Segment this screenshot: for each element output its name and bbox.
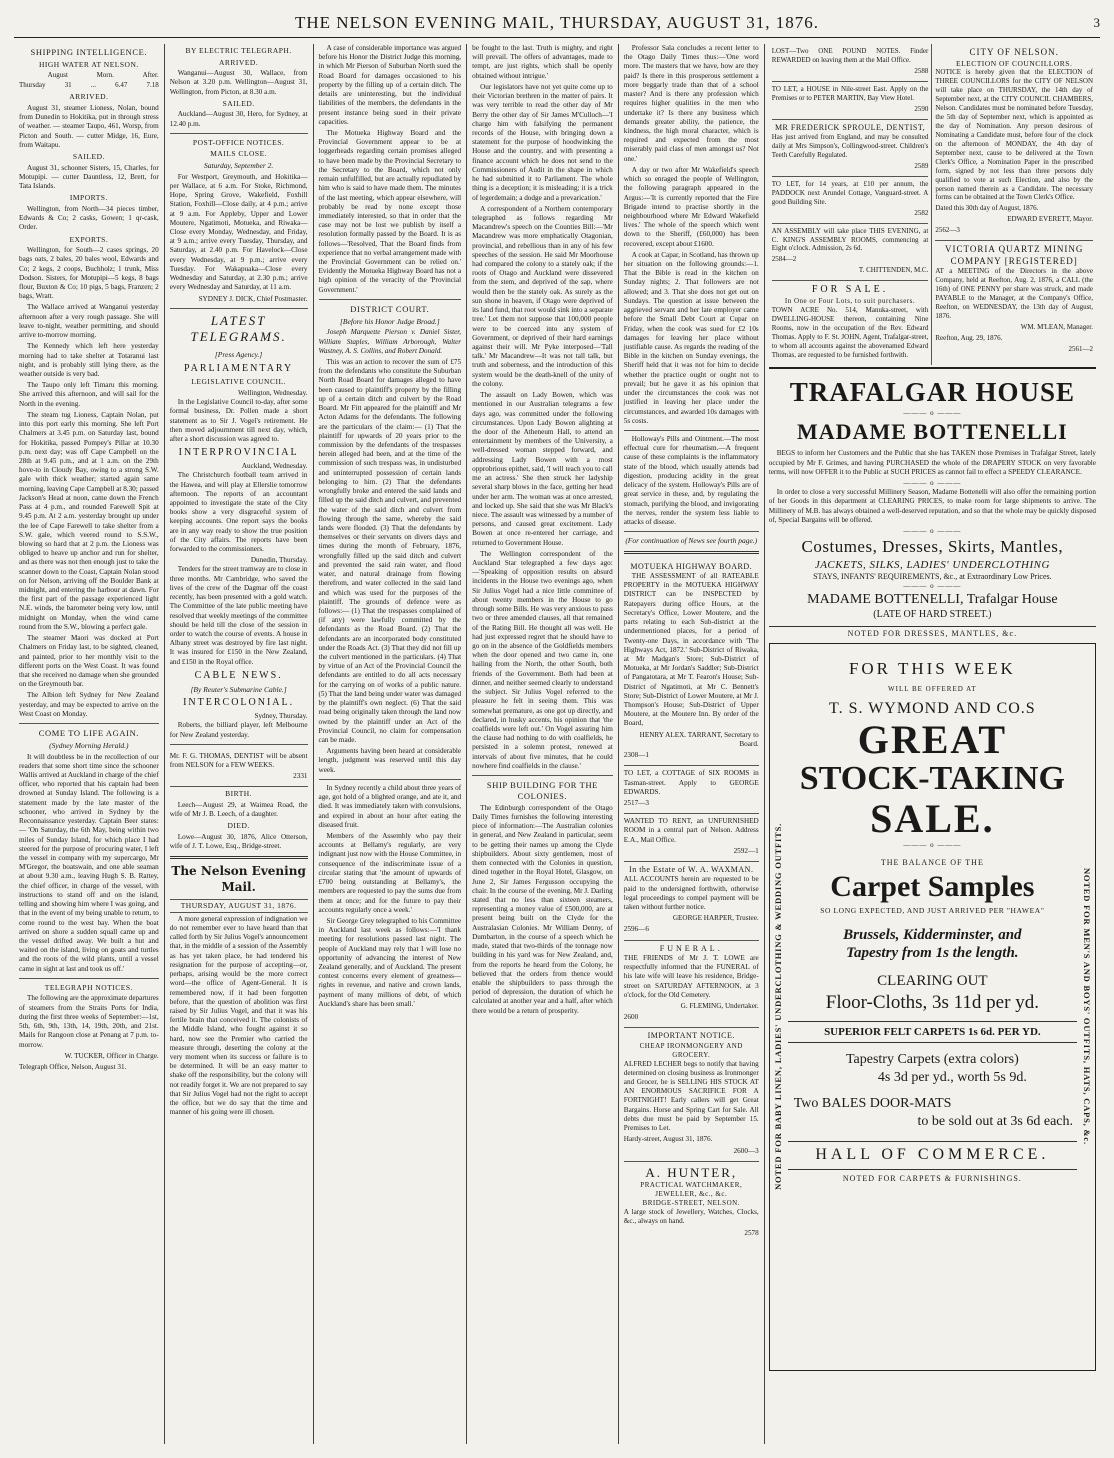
tide-day: Thursday xyxy=(19,81,46,90)
motueka-ad xyxy=(624,559,759,767)
come-to-life-source: (Sydney Morning Herald.) xyxy=(49,740,129,750)
shipping-para: The Albion left Sydney for New Zealand yesterday, and may be expected to arrive on the West Coast on Monday. xyxy=(19,691,159,718)
district-court-judge: [Before his Honor Judge Broad.] xyxy=(339,316,440,326)
divider xyxy=(170,856,308,859)
tide-morn: 6.47 xyxy=(115,81,128,90)
ornament: ——— o ——— xyxy=(903,479,962,488)
holloway-text: Holloway's Pills and Ointment.—The most effectual cure for rheumatism.—A frequent cause of these complaints is the inflammatory state of the blood, which usually attends bad digestion, producing acidity in the great delicacy of the system. Holloway's Pills are of great service in these, and, by regulating the stomach, purifying the blood, and invigorating the nerves, render the system less liable to attacks of disease. xyxy=(623,434,759,526)
thomas-text: Mr. F. G. THOMAS, DENTIST will be absent from NELSON for a FEW WEEKS. xyxy=(169,751,308,769)
wymond-name: T. S. WYMOND AND CO.S xyxy=(829,699,1036,717)
shipping-para: The Taupo only left Timaru this morning. She arrived this afternoon, and will sail for the North in the evening. xyxy=(19,381,159,408)
editorial-text: A more general expression of indignation we do not remember ever to have heard than that called forth by Sir Julius Vogel's announcement that, in the middle of a session of the Assembly as has yet taken place, he had tendered his resignation for the purpose of accepting—or, perhaps, arising would be the more correct word—the office of Agent-General. It is remembered now, if it had been forgotten before, that the question of abolition was first raised by Sir Julius Vogel, and that it was his fertile brain that conceived it. The colonists of the Middle Island, who fought against it so hard, now see the Premier who carried the measure through, deserting the colony at the very moment when its success or failure is to be determined. It will be an easy matter to shake off the responsibility, but the colony will not readily forget it. We are not prepared to say that Sir Julius Vogel had not the right to accept the office, but we do say that the time and manner of his going were ill chosen. xyxy=(169,914,308,1117)
cable-place: Sydney, Thursday. xyxy=(254,712,308,721)
arrived-text: August 31, steamer Lioness, Nolan, bound from Dunedin to Hokitika, put in through stress of weather. — steamer Taupo, 461, Worsp, from Picton and South. — cutter Midge, 16, Eure, from Waitapu. xyxy=(19,103,159,149)
carpet-samples: Carpet Samples xyxy=(830,869,1035,903)
sproule-heading: MR FREDERICK SPROULE, DENTIST, xyxy=(774,122,926,132)
divider xyxy=(319,779,462,780)
tapestry-carpets: Tapestry Carpets (extra colors) xyxy=(845,1052,1019,1068)
news-para: The Wellington correspondent of the Auckland Star telegraphed a few days ago:—'Speaking of opposition results on absurd incidents in the House two evenings ago, when Sir Julius Vogel had a nice little committee of about twenty members in the House to go through some Bills. He was very anxious to pass two or three amended clauses, all that remained of the Rating Bill. He thought all was well. He had just expressed regret that he should have to go on in the absence of the Goldfields members when the door opened and two came in, one hailing from the North, the other South, both friends of the Government. Both had been at dinner, and neither seemed clearly to understand the subject. Sir Julius Vogel referred to the pleasure he felt in seeing them. This was somewhat premature, as one got up directly, and declared, in husky accents, his opinion that 'the coalfields were left out.' On Vogel assuring him the clause had nothing to do with coalfields, he persisted in a solemn protest, renewed at intervals of about five minutes, that he could nowhere find coalfields in the clause.' xyxy=(472,549,613,770)
telegraph-date: Telegraph Office, Nelson, August 31. xyxy=(19,1062,127,1071)
sailed-text: August 31, schooner Sisters, 15, Charles, for Motupipi. — cutter Dauntless, 12, Brett, for Tata Islands. xyxy=(19,163,159,191)
columns xyxy=(14,44,1100,1444)
shipping-para: The steam tug Lioness, Captain Nolan, put into this port early this morning. She left Port Chalmers at 3.45 p.m. on Saturday last, bound for Hokitika, passed Pompey's Pillar at 10.30 p.m. next day; was off Cape Campbell on the 28th at 9.45 p.m., and at 1 a.m. on the 29th hove-to in Cloudy Bay, owing to a strong S.W. gale with thick weather; started again same morning, leaving Cape Campbell at 8.30; passed Jackson's Head at noon, came down the French Pass at 4 p.m., and rounded Farewell Spit at 9.45 p.m. At 2 a.m. yesterday brought up under the lee of Cape Farewell to take shelter from a S.W. gale, which veered round to S.S.W., blowing so hard that at 2 p.m. the Lioness was obliged to heave up anchor and run for shelter, and as there was not then enough just to take the scanner down to the Coast, Captain Nolan stood on for Nelson, arriving off the Boulder Bank at midnight, and entering the harbour at dawn. For the first part of the passage experienced light N.E. winds, the barometer being very low, until midnight on Monday, when the wind came round from the S.W., blowing a perfect gale. xyxy=(19,410,159,631)
parliamentary-heading: PARLIAMENTARY xyxy=(183,362,294,374)
news-para: A cook at Capar, in Scotland, has thrown up her situation on the following grounds:—1. That the Bible is read in the kitchen on Sunday nights; 2. That followers are not allowed; and 3. That she does not get out on Sundays. The question at issue between the aggrieved servant and her late employer came before the Small Debt Court at Cupar on Friday, when the cook was sued for £2 10s damages for leaving her place without justifiable cause. As regards the reading of the Bible in the kitchen on Sunday evenings, the Sheriff held that it was not for him to decide whether the practice ought or ought not to prevail; but he gave it as his opinion that under the circumstances the cook was not justified in leaving her place under the circumstances, and awarded 10s damages with 5s costs. xyxy=(623,250,759,425)
clearing-out: CLEARING OUT xyxy=(877,972,988,989)
stock-taking-heading: STOCK-TAKING xyxy=(799,760,1065,798)
page-number: 3 xyxy=(1093,15,1100,30)
ornament: ——— o ——— xyxy=(903,526,962,535)
city-election-ad xyxy=(935,44,1093,241)
assembly-signature: T. CHITTENDEN, M.C. xyxy=(858,266,929,275)
notice-ad xyxy=(624,1028,759,1161)
jackets-line: JACKETS, SILKS, LADIES' UNDERCLOTHING xyxy=(814,558,1050,571)
hunter-address: BRIDGE-STREET, NELSON. xyxy=(642,1199,740,1208)
divider xyxy=(319,299,462,300)
birth-heading: BIRTH. xyxy=(225,789,253,799)
noted-dresses: NOTED FOR DRESSES, MANTLES, &c. xyxy=(769,626,1096,639)
for-sale-text: TOWN ACRE No. 514, Manuka-street, with DWELLING-HOUSE thereon, containing Nine Rooms, now in the occupation of the Rev. Edward Thomas. Apply to F. St. JOHN, Agent, Trafalgar-street, to whom all accounts against the abovenamed Edward Thomas, are requested to be furnished forthwith. xyxy=(771,306,929,359)
come-to-life-text: It will doubtless be in the recollection of our readers that some short time since the schooner Wallis arrived at Auckland in charge of the chief officer, who reported that his captain had been drowned at Sunday Island. The following is a statement made by the late master of the schooner, who arrived in Sydney by the Reconnaissance yesterday. Captain Beer states:— 'On Saturday, the 6th May, being within two miles of Sunday Island, for which place I had steered for the purpose of procuring water, I left the vessel in company with my supercargo, Mr M'Gregor, the boatswain, and one able seaman at about 9.30 a.m., leaving Hugh S. B. Rattey, the chief officer, in charge of the vessel, with instructions to stand off and on the island, telling and showing him where I was going, and that in the event of my being unable to return, to come round to the west bay. When the boat arrived on shore a sudden squall came up and the vessel drifted away. We built a hut and waited on the island, living on goats and turtles and the roots of the wild plants, until a vessel came in sight at last and took us off.' xyxy=(19,752,159,973)
waxman-signature: GEORGE HARPER, Trustee. xyxy=(672,914,759,923)
sailed-heading: SAILED. xyxy=(222,98,255,108)
news-para: be fought to the last. Truth is mighty, and right will prevail. The offers of advantages, made to tempt, are just rights, which shall be openly obtained without intrigue.' xyxy=(472,44,613,80)
divider xyxy=(624,551,759,554)
sproule-ad xyxy=(772,120,929,177)
interprovincial-text: The Christchurch football team arrived in the Hawea, and will play at Ellerslie tomorrow afternoon. The reports of an accountant appointed to investigate the state of the City books show a very disgraceful system of keeping accounts. One report says the books are in any way ready to show the true position of the City affairs. The reports have been forwarded to the commissioners. xyxy=(169,471,308,554)
ornament: ——— o ——— xyxy=(903,409,962,418)
tide-col-morn: Morn. xyxy=(96,71,114,80)
top-ads-right xyxy=(932,44,1096,365)
noted-carpets: NOTED FOR CARPETS & FURNISHINGS. xyxy=(842,1173,1022,1183)
parliament-text: In the Legislative Council to-day, after some formal business, Dr. Pollen made a short statement as to Sir J. Vogel's retirement. He then moved adjournment till next day, which, after a short discussion was agreed to. xyxy=(169,398,308,444)
house-let-number: 2590 xyxy=(914,104,929,113)
for-this-week: FOR THIS WEEK xyxy=(848,658,1016,678)
column-news xyxy=(314,44,468,1444)
tide-dots: ... xyxy=(90,81,96,90)
high-water-heading: HIGH WATER AT NELSON. xyxy=(38,59,139,69)
brussels-line-1: Brussels, Kidderminster, and xyxy=(843,926,1022,943)
court-names: Joseph Marquette Pierson v. Daniel Sister, William Staples, William Arborough, Walter Wastney, A. S. Collins, and Robert Donald. xyxy=(318,328,462,355)
telegraph-text: The following are the approximate departures of steamers from the Straits Ports for India, during the first three weeks of September:—1st, 5th, 6th, 9th, 13th, 14, 19th, 20th, and 21st. Mails for Rangoon close at Penang at 7 p.m. to-morrow. xyxy=(19,994,159,1049)
stays-line: STAYS, INFANTS' REQUIREMENTS, &c., at Extraordinary Low Prices. xyxy=(813,571,1052,581)
waxman-heading: In the Estate of W. A. WAXMAN. xyxy=(629,865,754,875)
so-long-expected: SO LONG EXPECTED, AND JUST ARRIVED PER "HAWEA" xyxy=(820,906,1045,916)
district-court-heading: DISTRICT COURT. xyxy=(350,303,430,314)
will-be-offered: WILL BE OFFERED AT xyxy=(888,684,977,693)
tide-after: 7.18 xyxy=(146,81,159,90)
madame-text-2: In order to close a very successful Millinery Season, Madame Bottenelli will also offer the remaining portion of her Goods in this department at CLEARING PRICES, to make room for large shipments to arrive. The Millinery of M.B. has always obtained a well-deserved reputation, and so that the whole may be quickly disposed of, Special Bargains will be offered. xyxy=(768,488,1096,524)
arrived-text: Wanganui—August 30, Wallace, from Nelson at 3.20 p.m. Wellington—August 31, Wellington, from Picton, at 8.30 a.m. xyxy=(169,69,308,96)
trafalgar-heading: TRAFALGAR HOUSE xyxy=(789,376,1075,407)
city-number: 2562—3 xyxy=(935,226,960,235)
thomas-dentist-ad xyxy=(170,749,308,788)
divider xyxy=(19,978,159,979)
news-para: A day or two after Mr Wakefield's speech which so enraged the people of Wellington, the following paragraph appeared in the Argus:—'It is currently reported that the Fire Brigade intend to practise shortly in the neighbourhood where Mr Edward Wakefield lives.' The whole of the speech which went down to the Sheriff, (£60,000) has been recovered, except about £1600. xyxy=(623,165,759,248)
madame-text: BEGS to inform her Customers and the Public that she has TAKEN those Premises in Trafalgar Street, lately occupied by Mr F. Grimes, and having PURCHASED the whole of the DRAPERY STOCK on very favorable terms, will now OFFER it to the Public at SUCH PRICES as cannot fail to effect a SPEEDY CLEARANCE. xyxy=(768,449,1096,476)
notice-number: 2600—3 xyxy=(733,1146,759,1155)
sproule-text: Has just arrived from England, and may be consulted daily at Mrs Simpson's, Collingwood-street. Children's Teeth Carefully Regulated. xyxy=(771,132,929,159)
wymond-sale-ad xyxy=(769,643,1096,1371)
tapestry-price: 4s 3d per yd., worth 5s 9d. xyxy=(877,1070,1027,1086)
news-para: Our legislators have not yet quite come up to their Victorian brethren in the matter of pairs. It was very terrible to read the other day of Mr Berry the other day of Sir James M'Culloch—'I charge him with falsifying the permanent records of the House, with bringing down a statement for the purpose of hoodwinking the House and the country, and with presenting a finance account which he does not send to the Commissioners of Audit in the shape in which he had submitted it to Parliament. The whole thing is a deception; it is misleading; it is a trick of legerdemain; a dodge and a prevarication.' xyxy=(472,82,613,202)
mails-close-date: Saturday, September 2. xyxy=(203,161,274,171)
news-para: The assault on Lady Bowen, which was mentioned in our Australian telegrams a few days ago, was committed under the following circumstances. Upon Lady Bowen alighting at the door of the Atheneum Hall, to attend an entertainment by members of the University, a well-dressed woman stepped forward, and addressing Lady Bowen with a most opprobrious epithet, said, 'I will teach you to call me an actress.' She then struck her ladyship several sharp blows in the face, getting her head under her arm. The woman was at once arrested, and locked up. She said that she was Mr Black's niece. The assault was witnessed by a number of persons, and caused great excitement. Lady Bowen at once re-entered her carriage, and returned to Government House. xyxy=(472,391,613,547)
cable-text: Roberts, the billiard player, left Melbourne for New Zealand yesterday. xyxy=(169,721,308,739)
trafalgar-block xyxy=(769,367,1096,639)
balance-line: THE BALANCE OF THE xyxy=(880,857,984,867)
arrived-heading: ARRIVED. xyxy=(219,57,259,67)
birth-text: Leech—August 29, at Waimea Road, the wife of Mr J. B. Leech, of a daughter. xyxy=(169,800,308,819)
divider xyxy=(624,430,759,431)
divider xyxy=(170,744,308,745)
arrived-heading: ARRIVED. xyxy=(69,92,109,102)
ship-building-heading: SHIP BUILDING FOR THE COLONIES. xyxy=(486,780,598,801)
victoria-ad xyxy=(935,241,1093,359)
motueka-text: THE ASSESSMENT of all RATEABLE PROPERTY in the MOTUEKA HIGHWAY DISTRICT can be INSPECTED by Ratepayers during office Hours, at the Secretary's Office, Lower Moutere, and the parts relating to each Sub-district at the undermentioned places, for a period of Twenty-one Days, in accordance with 'The Highways Act, 1872.' Sub-District of Riwaka, at Mr Madgan's Store; Sub-District of Motueka, at Mr Jordan's Saddler; Sub-District of Pangatotara, at Mr T. Fearon's House; Sub-District of Ngatimoti, at Mr C. Bennett's Store; Sub-District of Lower Moutere, at Mr J. Thompson's House; Sub-District of Upper Moutere, at the Moutere Inn. By order of the Board, xyxy=(623,571,759,728)
mails-text: For Westport, Greymouth, and Hokitika—per Wallace, at 6 a.m. For Stoke, Richmond, Hope, Spring Grove, Wakefield, Foxhill Station, Foxhill—Close daily, at 4 p.m.; arrive at 9 a.m. For Appleby, Upper and Lower Moutere, Ngatimoti, Motueka, and Riwaka—Close every Monday, Wednesday, and Friday, at 9 a.m.; arrive every Tuesday, Thursday, and Saturday, at 2.40 p.m. For Havelock—Close every Wednesday, at 9 p.m.; arrive every Tuesday. For Wakapuaka—Close every Wednesday and Saturday, at 2.30 p.m.; arrive every Wednesday and Saturday, at 11 a.m. xyxy=(169,172,308,292)
ship-building-text: The Edinburgh correspondent of the Otago Daily Times furnishes the following interesting piece of information:—The Australian colonies in general, and New Zealand in particular, seem to be getting their names up among the Clyde shipbuilders. About sixty gentlemen, most of them connected with the Colonies in question, dined together in the Royal Hotel, Glasgow, on June 2, Sir James Fergusson occupying the chair. In the course of the evening, Mr J. Darling stated that no less than sixteen steamers, representing a money value of £500,000, are at present being built on the Clyde for the Australasian Colonies. Mr William Denny, of Dumbarton, in the course of a speech which he made, stated that two-thirds of the tonnage now building in his yard was for New Zealand, and, from the reports he heard from the Colony, he believed that the orders from thence would enable the shipbuilders to pass through the period of depression, the duration of which he calculated at another year and a half, after which there would be a return of prosperity. xyxy=(472,803,613,1015)
city-subheading: ELECTION OF COUNCILLORS. xyxy=(955,58,1073,68)
costumes-line: Costumes, Dresses, Skirts, Mantles, xyxy=(801,536,1064,556)
cable-source: [By Reuter's Submarine Cable.] xyxy=(190,684,287,694)
hunter-subheading: PRACTICAL WATCHMAKER, JEWELLER, &c., &c. xyxy=(640,1181,743,1199)
late-of-hard-street: (LATE OF HARD STREET.) xyxy=(873,608,992,620)
floor-cloths: Floor-Cloths, 3s 11d per yd. xyxy=(825,992,1039,1014)
news-para: Professor Sala concludes a recent letter to the Otago Daily Times thus:—'One word more. The masters that we have, how are they paid? Is there in this prosperous settlement a more beggarly trade than that of a school master? And is there any profession which requires higher qualities in the men who undertake it? Is there any business which demands greater ability, the patience, the kindness, the high moral character, which is required and expected from the most miserably paid class of men amongst us? Not one.' xyxy=(623,44,759,163)
waxman-text: ALL ACCOUNTS herein are requested to be paid to the undersigned forthwith, otherwise legal proceedings to compel payment will be taken without further notice. xyxy=(623,875,759,911)
sproule-number: 2589 xyxy=(914,161,929,170)
press-agency: [Press Agency.] xyxy=(214,349,263,359)
lost-text: LOST—Two ONE POUND NOTES. Finder REWARDED on leaving them at the Mail Office. xyxy=(771,47,929,64)
paddock-text: TO LET, for 14 years, at £10 per annum, the PADDOCK next Arundel Cottage, Vanguard-street. A good Building Site. xyxy=(771,179,929,206)
court-arguments: Arguments having been heard at considerable length, judgment was reserved until this day week. xyxy=(318,747,462,774)
column-shipping xyxy=(14,44,165,1444)
paddock-ad xyxy=(772,177,929,224)
masthead-title: THE NELSON EVENING MAIL, THURSDAY, AUGUST 31, 1876. xyxy=(294,13,820,32)
assembly-text: AN ASSEMBLY will take place THIS EVENING, at C. KING'S ASSEMBLY ROOMS, commencing at Eight o'clock. Admission, 2s 6d. xyxy=(771,226,929,253)
city-text: NOTICE is hereby given that the ELECTION of THREE COUNCILLORS for the CITY OF NELSON will take place on THURSDAY, the 14th day of September next, at the CITY COUNCIL CHAMBERS, Nelson. Candidates must be nominated before Tuesday, the 5th day of September next, which is appointed as the day of Nomination. Any person desirous of Nominating a Candidate must, before four of the clock on the afternoon of MONDAY, the 4th day of September next, cause to be delivered at the Town Clerk's Office, a Nomination Paper in the prescribed form, signed by not less than three persons duly qualified to vote at such Election, and also by the person named therein as a Candidate. The necessary forms can be obtained at the Town Clerk's Office. xyxy=(935,68,1093,202)
cable-news-heading: CABLE NEWS. xyxy=(194,669,283,681)
lost-number: 2588 xyxy=(914,66,929,75)
divider xyxy=(170,308,308,309)
city-heading: CITY OF NELSON. xyxy=(969,47,1059,57)
imports-heading: IMPORTS. xyxy=(69,193,108,203)
notice-subheading: CHEAP IRONMONGERY AND GROCERY. xyxy=(639,1041,743,1059)
sailed-text: Auckland—August 30, Hero, for Sydney, at 12.40 p.m. xyxy=(169,110,308,128)
news-para: The Motueka Highway Board and the Provincial Government appear to be at loggerheads regarding certain promises alleged to have been made by the Provincial Secretary to the Secretary to the Board, which not only remain unfulfilled, but are actually repudiated by him who is said to have made them. The minutes of the last meeting, which appear elsewhere, will probably be read by none except those immediately interested, so that in order that the case may not be lost we publish by itself a resolution formally passed by the Board. It is as follows—'Resolved, That the Board finds from experience that no verbal arrangement made with the Provincial Government can be relied on.' Evidently the Motueka Highway Board has not a high opinion of the veracity of the 'Provincial Government.' xyxy=(318,128,462,294)
hall-of-commerce: HALL OF COMMERCE. xyxy=(788,1141,1077,1169)
divider xyxy=(472,775,613,776)
funeral-number: 2600 xyxy=(623,1013,639,1022)
cottage-ad xyxy=(624,766,759,814)
noted-baby-linen: NOTED FOR BABY LINEN, LADIES' UNDERCLOTHING & WEDDING OUTFITS. xyxy=(773,823,784,1191)
funeral-text: THE FRIENDS of Mr J. T. LOWE are respectfully informed that the FUNERAL of his late wife will leave his residence, Bridge-street on SATURDAY AFTERNOON, at 3 o'clock, for the Old Cemetery. xyxy=(623,953,759,999)
divider xyxy=(624,531,759,532)
assembly-number: 2584—2 xyxy=(771,255,797,264)
cottage-text: TO LET, a COTTAGE of SIX ROOMS in Tasman-street. Apply to GEORGE EDWARDS. xyxy=(623,769,759,796)
parliament-place: Wellington, Wednesday. xyxy=(238,388,308,397)
dunedin-place: Dunedin, Thursday. xyxy=(250,556,308,565)
for-sale-subheading: In One or Four Lots, to suit purchasers. xyxy=(784,297,916,306)
column-news-3 xyxy=(619,44,765,1444)
victoria-number: 2561—2 xyxy=(1068,344,1093,353)
legislative-council-heading: LEGISLATIVE COUNCIL. xyxy=(191,377,286,387)
hunter-text: A large stock of Jewellery, Watches, Clocks, &c., always on hand. xyxy=(623,1208,759,1226)
vertical-text-right xyxy=(1077,644,1095,1370)
motueka-signature: HENRY ALEX. TARRANT, Secretary to Board. xyxy=(639,730,759,748)
waxman-ad xyxy=(624,862,759,941)
mails-signature: SYDNEY J. DICK, Chief Postmaster. xyxy=(198,294,308,303)
madame-heading: MADAME BOTTENELLI xyxy=(797,419,1068,445)
wymond-sale-content xyxy=(788,644,1077,1370)
telegraph-heading: TELEGRAPH NOTICES. xyxy=(44,982,133,992)
news-para: A correspondent of a Northern contemporary telegraphed as follows regarding Mr Macandrew's speech on the Counties Bill:—'Mr Macandrew was more emphatically Otagonian, provincial, and rebellious than in any of his few speeches of the session. He said Mr Moorhouse had compared the colony to a stately oak; if the roots of Otago and Auckland were dissevered from the stem, and deprived of the sap, where would then be the stately oak. As surely as the sun shone in heaven, if Otago were deprived of its land fund, that root would sink into a separate tree.' Let them not suppose that 100,000 people were to be coerced into any system of Government, or deprived of their hard earnings against their will. Mr Pyke interposed—'Tall talk.' Mr Macandrew—It was not tall talk, but truth and soberness, and the introduction of this system would be the death-knell of the unity of the colony. xyxy=(472,204,613,388)
interprovincial-heading: INTERPROVINCIAL xyxy=(178,447,299,459)
imports-text: Wellington, from North—34 pieces timber, Edwards & Co; 2 casks, Gowen; 1 qr-cask, Order. xyxy=(19,204,159,232)
column-news-2 xyxy=(467,44,619,1444)
madame-footer: MADAME BOTTENELLI, Trafalgar House xyxy=(807,591,1058,607)
telegraph-signature: W. TUCKER, Officer in Charge. xyxy=(64,1051,159,1060)
shipping-para: The steamer Maori was docked at Port Chalmers on Friday last, to be sighted, cleaned, and painted, prior to her monthly visit to the different ports on the West Coast. It was found that she received no damage when she grounded on the Greymouth bar. xyxy=(19,634,159,689)
post-office-heading: POST-OFFICE NOTICES. xyxy=(192,137,285,147)
noted-mens-outfits: NOTED FOR MEN'S AND BOYS' OUTFITS, HATS, CAPS, &c. xyxy=(1081,868,1092,1146)
interprovincial-place: Auckland, Wednesday. xyxy=(241,462,308,471)
brussels-line-2: Tapestry from 1s the length. xyxy=(846,944,1019,961)
superior-felt: SUPERIOR FELT CARPETS 1s 6d. PER YD. xyxy=(788,1021,1077,1043)
funeral-ad xyxy=(624,941,759,1029)
mails-close-heading: MAILS CLOSE. xyxy=(210,149,268,159)
come-to-life-heading: COME TO LIFE AGAIN. xyxy=(38,728,140,739)
column-advertisements xyxy=(765,44,1100,1444)
hunter-number: 2578 xyxy=(744,1228,759,1237)
tide-col-after: After. xyxy=(142,71,159,80)
tide-date: 31 xyxy=(64,81,72,90)
vertical-text-left xyxy=(770,644,788,1370)
divider xyxy=(170,133,308,134)
shipping-heading: SHIPPING INTELLIGENCE. xyxy=(30,47,148,57)
news-para: Sir George Grey telegraphed to his Committee in Auckland last week as follows:—'I thank meeting for resolutions passed last night. The people of Auckland may rely that I will lose no opportunity of advancing the interest of New Zealand generally, and of Auckland. The present contest concerns every element of greatness—rights in revenue, and native and crown lands, payment of many millions of debt, of which Auckland's share has been small.' xyxy=(318,916,462,1008)
motueka-number: 2308—1 xyxy=(623,751,649,760)
paddock-number: 2582 xyxy=(914,208,929,217)
died-heading: DIED. xyxy=(227,821,250,831)
victoria-date: Reefton, Aug. 29, 1876. xyxy=(935,333,1003,342)
notice-text: ALFRED LECHER begs to notify that having determined on closing business as Ironmonger and Grocer, he is SELLING HIS STOCK AT AN ENORMOUS SACRIFICE FOR A FORTNIGHT! Early callers will get Great Bargains. Horse and Spring Cart for Sale. All debts due must be paid by September 15. Premises to Let. xyxy=(623,1059,759,1133)
notice-date: Hardy-street, August 31, 1876. xyxy=(623,1135,713,1144)
continuation-note: (For continuation of News see fourth page.) xyxy=(625,536,758,546)
top-ads-left xyxy=(769,44,933,365)
dunedin-text: Tenders for the street tramway are to close in three months. Mr Cambridge, who saved the lives of the crew of the Dagmar off the coast recently, has been presented with a gold watch. The Committee of the late public meeting have resolved that weekly meetings of the committee should be held till the close of the session in order to watch the course of events. A house in Albany street was destroyed by fire last night. It was insured for £150 in the New Zealand, and £150 in the Royal office. xyxy=(169,565,308,666)
electric-telegraph-heading: BY ELECTRIC TELEGRAPH. xyxy=(185,46,292,55)
masthead xyxy=(14,12,1100,38)
waxman-number: 2596—6 xyxy=(623,925,649,934)
funeral-heading: FUNERAL. xyxy=(659,943,723,953)
victoria-text: AT a MEETING of the Directors in the above Company, held at Reefton, Aug. 2, 1876, a CALL (the 16th) of ONE PENNY per share was struck, and made PAYABLE to the Manager, at the Company's Office, Reefton, on WEDNESDAY, the 13th day of August, 1876. xyxy=(935,267,1093,321)
victoria-signature: WM. M'LEAN, Manager. xyxy=(1020,323,1093,332)
news-para: A case of considerable importance was argued before his Honor the District Judge this morning, in which Mr Pierson of Suburban North sued the Road Board for damages occasioned to his property by the filling up of a certain ditch. The details are uninteresting, but the individual liabilities of the members, the defendants in the present instance being sued in their private capacities. xyxy=(318,44,462,126)
mail-date: THURSDAY, AUGUST 31, 1876. xyxy=(170,899,308,913)
door-mats: Two BALES DOOR-MATS xyxy=(793,1096,952,1112)
victoria-heading: VICTORIA QUARTZ MINING COMPANY [REGISTERED] xyxy=(945,244,1084,266)
ornament: ——— o ——— xyxy=(903,840,962,849)
house-let-ad xyxy=(772,82,929,120)
assembly-ad xyxy=(772,224,929,282)
wanted-ad xyxy=(624,814,759,862)
for-sale-heading: FOR SALE. xyxy=(811,284,889,296)
news-para: Members of the Assembly who pay their accounts at Bellamy's regularly, are very indignant just now with the House Committee, in consequence of the indiscriminate issue of a circular stating that 'the amount of upwards of £700 being outstanding at Bellamy's, the members are requested to pay the sums due from them at once; and for the future to pay their accounts regularly once a week.' xyxy=(318,831,462,914)
sale-heading: SALE. xyxy=(870,795,995,841)
city-date: Dated this 30th day of August, 1876. xyxy=(935,204,1039,213)
sailed-heading: SAILED. xyxy=(72,152,105,162)
intercolonial-heading: INTERCOLONIAL. xyxy=(183,697,295,709)
tide-header xyxy=(19,71,159,80)
ornament: ——— o ——— xyxy=(903,581,962,590)
for-sale-ad xyxy=(772,281,929,364)
top-ads xyxy=(769,44,1096,365)
exports-text: Wellington, for South—2 cases springs, 20 bags oats, 2 bales, 20 bales wool, Edwards and Co; 2 kegs, 2 coops, Buchholz; 1 trunk, Miss Dodson. Sisters, for Motupipi—5 kegs, 8 bags flour, Buxton & Co; 10 pigs, 5 bags, Franzen; 2 bags, Wratt. xyxy=(19,246,159,301)
tide-row xyxy=(19,81,159,90)
great-heading: GREAT xyxy=(857,717,1007,763)
died-text: Lowe—August 30, 1876, Alice Otterson, wife of J. T. Lowe, Esq., Bridge-street. xyxy=(169,833,308,851)
hunter-ad xyxy=(624,1162,759,1243)
column-telegrams xyxy=(165,44,314,1444)
shipping-para: The Kennedy which left here yesterday morning had to take shelter at Totaranui last night, and is probably still lying there, as the weather outside is very bad. xyxy=(19,342,159,378)
motueka-heading: MOTUEKA HIGHWAY BOARD. xyxy=(630,561,753,571)
door-mats-price: to be sold out at 3s 6d each. xyxy=(917,1114,1073,1130)
city-signature: EDWARD EVERETT, Mayor. xyxy=(1007,215,1093,224)
shipping-para: The Wallace arrived at Wanganui yesterday afternoon after a very rough passage. She will leave to-night, weather permitting, and should arrive to-morrow morning. xyxy=(19,303,159,340)
divider xyxy=(19,723,159,724)
wanted-number: 2592—1 xyxy=(733,846,759,855)
thomas-number: 2331 xyxy=(293,772,308,781)
lost-ad xyxy=(772,44,929,82)
exports-heading: EXPORTS. xyxy=(69,234,109,244)
funeral-signature: G. FLEMING, Undertaker. xyxy=(680,1001,759,1010)
latest-telegrams-heading: LATEST TELEGRAMS. xyxy=(190,312,287,345)
cottage-number: 2517—3 xyxy=(623,799,649,808)
notice-heading: IMPORTANT NOTICE. xyxy=(647,1031,735,1041)
house-let-text: TO LET, a HOUSE in Nile-street East. Apply on the Premises or to PETER MARTIN, Bay View Hotel. xyxy=(771,84,929,102)
hunter-heading: A. HUNTER, xyxy=(645,1164,738,1180)
court-text: This was an action to recover the sum of £75 from the defendants who constitute the Suburban North Road Board for damages alleged to have been caused to plaintiff's property by the filling up of a certain ditch and culvert by the Road Board. Mr Fitt appeared for the plaintiff and Mr Acton Adams for the defendants. The following are the particulars of the claim:— (1) That the plaintiff for upwards of 20 years prior to the commission by the defendants of the trespasses herein alleged had been, and at the time of the commission of such trespass was, in undisturbed and uninterrupted possession of certain lands belonging to him. (2) That the defendants wrongfully broke and entered the said lands and filled up the said ditch and culvert, and prevented the water of the said ditch and culvert from flowing through the same, whereby the said lands were flooded. (3) That the defendants by themselves or their servants on divers days and times during the month of February, 1876, wrongfully filled up the said ditch and culvert and prevented the said rain water, and flood water, and natural drainage from flowing therefrom, and water collected in the said land and which was used for the purposes of the plaintiff. The grounds of defence were as follows:— (1) That the trespasses complained of (if any) were lawfully committed by the defendants as the Road Board. (2) That the defendants are an incorporated body constituted under the Roads Act. (3) That they did not fill up the culvert mentioned in the particulars. (4) That by virtue of an Act of the Provincial Council the defendants are entitled to do all acts necessary for the carrying on of works of a public nature. (5) That the land being under water was damaged by the plaintiff's own neglect. (6) That the said road being originally taken through the land now owned by the plaintiff under an Act of the Provincial Council, no claim for compensation can be made. xyxy=(318,358,462,744)
mail-title: The Nelson Evening Mail. xyxy=(171,864,306,894)
wanted-text: WANTED TO RENT, an UNFURNISHED ROOM in a central part of Nelson. Address E.A., Mail Office. xyxy=(623,817,759,844)
news-para: In Sydney recently a child about three years of age, got hold of a blighted orange, and ate it, and died. It was immediately taken with convulsions, and expired in about an hour after eating the diseased fruit. xyxy=(318,783,462,829)
tide-col-august: August xyxy=(47,71,68,80)
